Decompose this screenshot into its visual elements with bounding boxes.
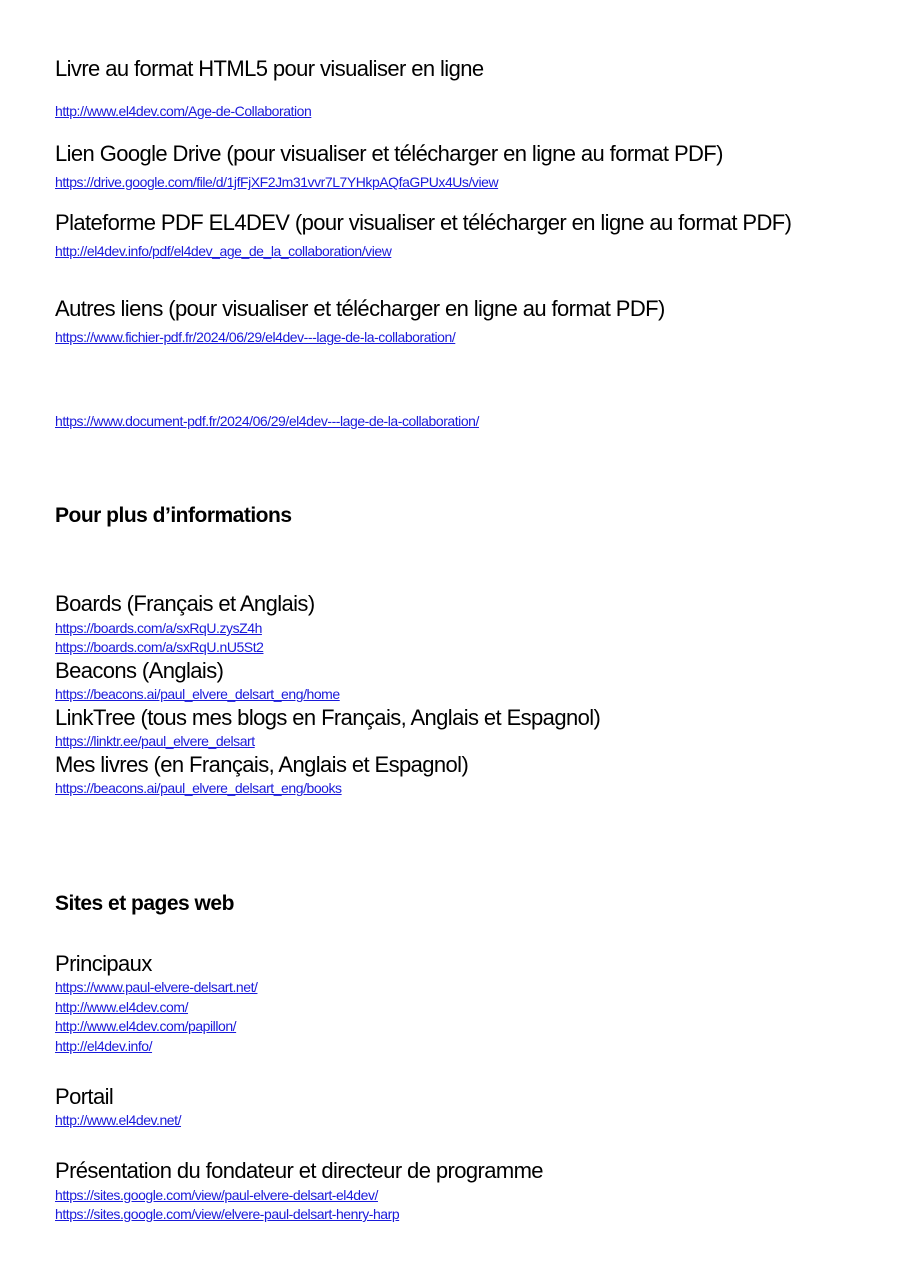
- main-site-link-4[interactable]: http://el4dev.info/: [55, 1038, 153, 1054]
- beacons-link[interactable]: https://beacons.ai/paul_elvere_delsart_eng/home: [55, 686, 340, 702]
- founder-title: Présentation du fondateur et directeur de programme: [55, 1158, 543, 1183]
- books-title: Mes livres (en Français, Anglais et Espagnol): [55, 752, 469, 777]
- portal-title: Portail: [55, 1084, 114, 1109]
- el4dev-pdf-title: Plateforme PDF EL4DEV (pour visualiser et télécharger en ligne au format PDF): [55, 210, 792, 235]
- linktree-title: LinkTree (tous mes blogs en Français, Anglais et Espagnol): [55, 705, 601, 730]
- document-pdf-link[interactable]: https://www.document-pdf.fr/2024/06/29/el4dev---lage-de-la-collaboration/: [55, 413, 479, 429]
- main-site-link-2[interactable]: http://www.el4dev.com/: [55, 999, 189, 1015]
- html5-book-link[interactable]: http://www.el4dev.com/Age-de-Collaboration: [55, 103, 312, 119]
- beacons-title: Beacons (Anglais): [55, 658, 224, 683]
- portal-link[interactable]: http://www.el4dev.net/: [55, 1112, 182, 1128]
- main-site-link-3[interactable]: http://www.el4dev.com/papillon/: [55, 1018, 237, 1034]
- websites-heading: Sites et pages web: [55, 892, 234, 915]
- el4dev-pdf-link[interactable]: http://el4dev.info/pdf/el4dev_age_de_la_collaboration/view: [55, 243, 392, 259]
- boards-title: Boards (Français et Anglais): [55, 591, 315, 616]
- boards-link-2[interactable]: https://boards.com/a/sxRqU.nU5St2: [55, 639, 264, 655]
- html5-book-title: Livre au format HTML5 pour visualiser en ligne: [55, 56, 484, 81]
- fichier-pdf-link[interactable]: https://www.fichier-pdf.fr/2024/06/29/el4dev---lage-de-la-collaboration/: [55, 329, 456, 345]
- founder-link-2[interactable]: https://sites.google.com/view/elvere-paul-delsart-henry-harp: [55, 1206, 400, 1222]
- google-drive-title: Lien Google Drive (pour visualiser et télécharger en ligne au format PDF): [55, 141, 723, 166]
- books-link[interactable]: https://beacons.ai/paul_elvere_delsart_eng/books: [55, 780, 342, 796]
- boards-link-1[interactable]: https://boards.com/a/sxRqU.zysZ4h: [55, 620, 262, 636]
- google-drive-link[interactable]: https://drive.google.com/file/d/1jfFjXF2Jm31vvr7L7YHkpAQfaGPUx4Us/view: [55, 174, 499, 190]
- founder-link-1[interactable]: https://sites.google.com/view/paul-elvere-delsart-el4dev/: [55, 1187, 378, 1203]
- more-info-heading: Pour plus d’informations: [55, 504, 292, 527]
- main-site-link-1[interactable]: https://www.paul-elvere-delsart.net/: [55, 979, 258, 995]
- linktree-link[interactable]: https://linktr.ee/paul_elvere_delsart: [55, 733, 255, 749]
- other-links-title: Autres liens (pour visualiser et télécharger en ligne au format PDF): [55, 296, 665, 321]
- main-sites-title: Principaux: [55, 951, 152, 976]
